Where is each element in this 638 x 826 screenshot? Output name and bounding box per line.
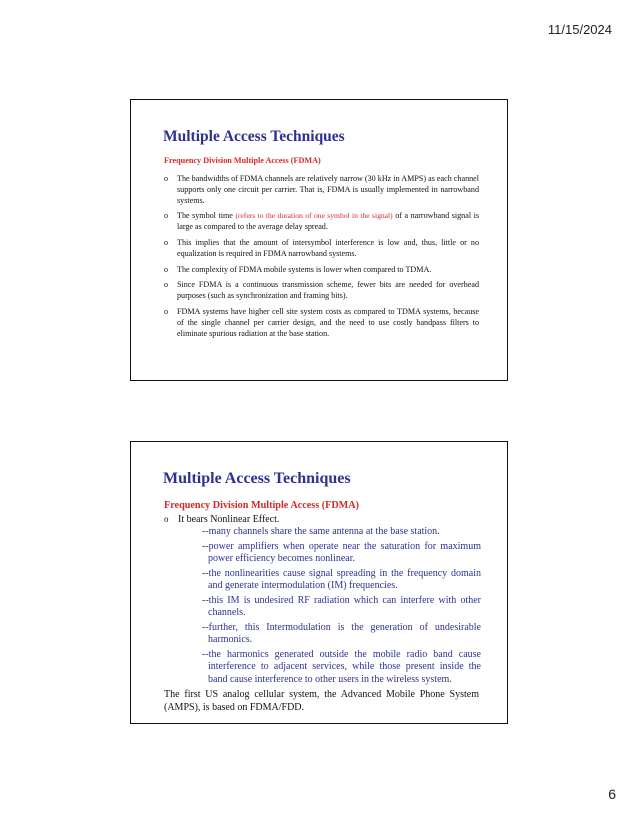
conclusion-text: The first US analog cellular system, the Advanced Mobile Phone System (AMPS), is based on FDMA/FDD. [164,689,479,713]
bullet-item [164,307,479,339]
bullet-text-post: of a narrowband signal is large as compared to the average delay spread. [177,211,479,232]
bullet-text-pre: The symbol time [177,211,236,221]
bullet-item [164,280,479,302]
bullet-marker: o [164,211,168,221]
slide-1 [130,99,508,381]
sub-point: --this IM is undesired RF radiation which can interfere with other channels. [202,594,481,619]
main-bullet [164,514,279,525]
bullet-marker: o [164,174,168,183]
print-date: 11/15/2024 [547,22,612,37]
sub-point: --the harmonics generated outside the mobile radio band cause interference to adjacent services, while those present inside the band cause interference to other users in the wireless system. [202,649,481,685]
bullet-text: Since FDMA is a continuous transmission scheme, fewer bits are needed for overhead purposes (such as synchronization and framing bits). [177,280,479,301]
bullet-note-red: (refers to the duration of one symbol in the signal) [235,211,393,221]
bullet-text: The complexity of FDMA mobile systems is lower when compared to TDMA. [177,264,432,274]
slide-title: Multiple Access Techniques [163,128,345,145]
bullet-marker: o [164,306,168,316]
bullet-item [164,211,479,233]
bullet-marker: o [164,264,168,274]
main-bullet-text: It bears Nonlinear Effect. [178,514,280,525]
bullet-marker: o [164,280,168,290]
sub-point: --many channels share the same antenna at the base station. [202,526,440,537]
sub-point: --further, this Intermodulation is the generation of undesirable harmonics. [202,622,481,646]
bullet-item [164,174,479,206]
bullet-item [164,238,479,260]
bullet-text: This implies that the amount of intersymbol interference is low and, thus, little or no equalization is required in FDMA narrowband systems. [177,237,479,258]
slide-2 [130,441,508,724]
slide-subtitle: Frequency Division Multiple Access (FDMA) [164,156,321,165]
sub-point: --the nonlinearities cause signal spreading in the frequency domain and generate intermodulation (IM) frequencies. [202,567,481,592]
bullet-marker: o [164,514,169,524]
slide-title: Multiple Access Techniques [163,470,351,487]
bullet-item [164,265,479,276]
page-number: 6 [608,786,616,802]
bullet-text: FDMA systems have higher cell site system costs as compared to TDMA systems, because of the single channel per carrier design, and the need to use costly bandpass filters to eliminate spurious radiation at the base station. [177,306,479,338]
slide-subtitle: Frequency Division Multiple Access (FDMA) [164,500,360,511]
bullet-text: The bandwidths of FDMA channels are relatively narrow (30 kHz in AMPS) as each channel supports only one circuit per carrier. That is, FDMA is usually implemented in narrowband systems. [177,174,479,205]
bullet-marker: o [164,237,168,247]
sub-point: --power amplifiers when operate near the saturation for maximum power efficiency becomes nonlinear. [202,540,481,565]
sub-point-list [202,526,481,689]
bullet-list [164,174,479,344]
